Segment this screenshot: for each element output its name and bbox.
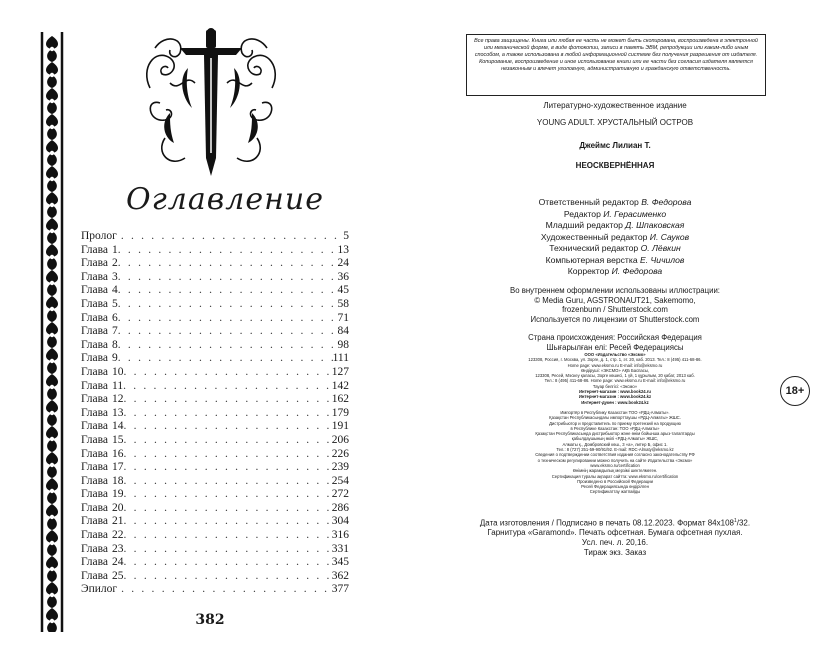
toc-entry-label: Глава [81, 447, 109, 460]
toc-entry [81, 325, 349, 339]
border-ornament-dot [50, 593, 54, 597]
page-number: 382 [195, 612, 225, 628]
distributor-line: Қазақстан Республикасында дистрибьютор және өнім бойынша арыз-талаптарды [535, 431, 695, 437]
border-ornament-dot [50, 99, 54, 103]
editorial-staff [450, 197, 780, 278]
toc-entry-number: 24 [112, 556, 124, 569]
staff-line [450, 197, 780, 209]
toc-entry-number: 3 [112, 270, 118, 283]
toc-entry-page: 111 [332, 352, 349, 365]
toc-leader-dots [123, 380, 332, 394]
toc-leader-dots [121, 230, 343, 244]
toc-entry-number: 11 [112, 379, 124, 392]
publisher-line: Тел.: 8 (495) 411-68-86. Home page: www.eksmo.ru E-mail: info@eksmo.ru [544, 378, 686, 384]
toc-entry [81, 312, 349, 326]
toc-entry [81, 407, 349, 421]
toc-entry-label: Глава [81, 270, 109, 283]
toc-entry-number: 2 [112, 257, 118, 270]
publisher-info [480, 352, 750, 405]
staff-name: И. Федорова [611, 266, 663, 276]
toc-entry [81, 284, 349, 298]
border-ornament-dot [50, 437, 54, 441]
toc-entry-page: 45 [337, 284, 349, 297]
border-ornament-dot [50, 619, 54, 623]
toc-entry-label: Эпилог [81, 583, 118, 596]
border-ornament-dot [50, 411, 54, 415]
publisher-line: Интернет-дүкен : www.book24.kz [581, 399, 649, 405]
staff-name: Е. Чичилов [640, 254, 685, 265]
toc-entry-number: 22 [112, 529, 124, 542]
distributor-line: о техническом регулировании можно получить на сайте Издательства «Эксмо» [537, 457, 693, 463]
publisher-line: Интернет-магазин : www.book24.kz [578, 394, 652, 400]
distributor-line: в Республике Казахстан: ТОО «РДЦ-Алматы» [570, 425, 660, 431]
toc-leader-dots [124, 502, 332, 516]
country-of-origin [450, 333, 780, 352]
toc-leader-dots [118, 284, 338, 298]
distributor-line: Тел.: 8 (727) 251-59-90/91/92. E-mail: RDC-Almaty@eksmo.kz [556, 447, 674, 453]
toc-entry-number: 15 [112, 433, 124, 446]
toc-leader-dots [118, 325, 338, 339]
toc-entry-number: 18 [112, 474, 124, 487]
toc-entry-page: 272 [331, 488, 349, 501]
staff-role: Редактор [563, 208, 601, 219]
border-ornament-dot [50, 541, 54, 545]
toc-entry-number: 16 [112, 447, 124, 460]
toc-entry-number: 5 [112, 297, 118, 310]
toc-entry-number: 1 [112, 243, 118, 256]
staff-role: Компьютерная верстка [545, 254, 638, 265]
toc-entry-number: 4 [112, 284, 118, 297]
toc-leader-dots [124, 515, 332, 529]
toc-entry-page: 206 [331, 433, 349, 446]
toc-entry [81, 339, 349, 353]
staff-line [450, 232, 780, 244]
toc-entry-label: Глава [81, 474, 109, 487]
border-ornament-dot [50, 281, 54, 285]
table-of-contents [81, 230, 349, 597]
toc-entry-number: 20 [112, 501, 124, 514]
border-ornament-dot [50, 73, 54, 77]
border-ornament-dot [50, 359, 54, 363]
toc-entry-label: Глава [81, 325, 109, 338]
staff-name: О. Лёвкин [640, 243, 681, 253]
toc-entry-label: Глава [81, 488, 109, 501]
toc-entry-page: 98 [337, 338, 349, 351]
toc-leader-dots [118, 352, 333, 366]
toc-entry-number: 7 [112, 325, 118, 338]
toc-entry-page: 377 [331, 583, 349, 596]
toc-entry-number: 8 [112, 338, 118, 351]
toc-entry-label: Глава [81, 515, 109, 528]
toc-entry-page: 362 [331, 569, 349, 582]
toc-entry [81, 502, 349, 516]
toc-entry-label: Глава [81, 461, 109, 474]
toc-entry-label: Глава [81, 311, 109, 324]
illustration-credit-line: Используется по лицензии от Shutterstock.com [530, 314, 700, 324]
toc-entry [81, 230, 349, 244]
toc-entry-page: 179 [331, 406, 349, 419]
distributor-line: Сертификация туралы ақпарат сайтта: www.eksmo.ru/certification [551, 473, 679, 479]
copyright-notice-box [466, 34, 766, 96]
distributor-line: www.eksmo.ru/certification [590, 462, 640, 468]
toc-leader-dots [124, 570, 332, 584]
print-sheets-line: Усл. печ. л. 20,16. [581, 538, 649, 548]
toc-entry [81, 257, 349, 271]
border-ornament-dot [50, 489, 54, 493]
toc-leader-dots [124, 393, 332, 407]
toc-entry-number: 21 [112, 515, 124, 528]
ornamental-border [40, 32, 64, 632]
toc-entry-label: Глава [81, 297, 109, 310]
distributor-line: Алматы қ., Домбровский көш., 3 «а», литер Б, офис 1. [562, 441, 668, 447]
illustration-credits [450, 286, 780, 324]
border-ornament-dot [50, 567, 54, 571]
staff-name: И. Сауков [649, 231, 690, 242]
border-ornament-dot [50, 463, 54, 467]
staff-line [450, 209, 780, 221]
toc-entry-label: Глава [81, 433, 109, 446]
toc-entry [81, 366, 349, 380]
toc-entry-number: 12 [112, 393, 124, 406]
toc-entry [81, 271, 349, 285]
toc-entry-label: Глава [81, 352, 109, 365]
toc-entry-page: 24 [337, 257, 349, 270]
toc-entry-label: Глава [81, 257, 109, 270]
staff-role: Младший редактор [545, 220, 623, 230]
print-paper-line: Гарнитура «Garamond». Печать офсетная. Бумага офсетная пухлая. [487, 528, 743, 538]
toc-entry-page: 58 [337, 297, 349, 310]
toc-entry-label: Глава [81, 501, 109, 514]
distributor-line: Сертификаттау жатпайды [589, 489, 641, 495]
toc-entry-page: 191 [331, 420, 349, 433]
distributor-line: Сведения о подтверждении соответствия издания согласно законодательству РФ [535, 452, 695, 458]
rights-notice-text: Все права защищены. Книга или любая ее часть не может быть скопирована, воспроизведена в электронной или механической форме, в виде фотокопии, записи в память ЭВМ, репродукции или каким-либо иным способом, а также использована в любой информационной системе без получения разрешения от издателя. Копирование, воспроизведение и иное использование книги или ее части без согласия издателя является незаконным и влечет уголовную, административную и гражданскую ответственность. [474, 38, 758, 72]
toc-entry [81, 570, 349, 584]
toc-leader-dots [118, 339, 338, 353]
origin-line: Страна происхождения: Российская Федерация [528, 333, 702, 342]
toc-leader-dots [118, 257, 338, 271]
border-ornament-dot [50, 515, 54, 519]
staff-role: Корректор [567, 266, 610, 276]
publisher-line: 123308, Россия, г. Москва, ул. Зорге, д. 1, стр. 1, эт. 20, каб. 2013. Тел.: 8 (495) 411-68-86. [528, 357, 702, 363]
staff-line [450, 266, 780, 278]
toc-entry [81, 543, 349, 557]
toc-entry-number: 19 [112, 488, 124, 501]
toc-entry-label: Глава [81, 379, 109, 392]
staff-line [450, 220, 780, 232]
toc-leader-dots [124, 543, 332, 557]
border-ornament-dot [50, 203, 54, 207]
toc-leader-dots [124, 448, 332, 462]
staff-line [450, 255, 780, 267]
border-ornament-dot [50, 333, 54, 337]
illustration-credit-line: frozenbunn / Shutterstock.com [562, 305, 668, 315]
toc-entry-label: Глава [81, 243, 109, 256]
distributor-line: қабылдаушының өкілі «РДЦ-Алматы» ЖШС, [571, 436, 659, 442]
toc-entry-page: 5 [343, 230, 349, 242]
border-ornament-dot [50, 307, 54, 311]
toc-entry-number: 10 [112, 365, 124, 378]
toc-entry-number: 6 [112, 311, 118, 324]
distributor-line: Өнімнің жарамдылық мерзімі шектелмеген. [572, 468, 658, 474]
publication-type: Литературно-художественное издание [543, 101, 687, 110]
toc-entry-page: 13 [337, 243, 349, 256]
publisher-line: Home page: www.eksmo.ru E-mail: info@eksmo.ru [567, 362, 663, 368]
toc-leader-dots [118, 312, 338, 326]
toc-entry [81, 488, 349, 502]
toc-leader-dots [118, 271, 338, 285]
toc-leader-dots [124, 475, 332, 489]
toc-entry-label: Глава [81, 406, 109, 419]
toc-entry [81, 556, 349, 570]
border-ornament-dot [50, 255, 54, 259]
book-title: НЕОСКВЕРНЁННАЯ [575, 161, 655, 170]
toc-entry-page: 142 [331, 379, 349, 392]
toc-entry-label: Глава [81, 338, 109, 351]
border-ornament-dot [50, 385, 54, 389]
toc-leader-dots [124, 461, 332, 475]
border-ornament-dot [50, 177, 54, 181]
toc-leader-dots [118, 298, 338, 312]
staff-name: В. Федорова [641, 197, 692, 207]
toc-entry [81, 583, 349, 597]
toc-entry-page: 162 [331, 393, 349, 406]
border-ornament-dot [50, 151, 54, 155]
toc-entry-page: 71 [337, 311, 349, 324]
series-name: YOUNG ADULT. ХРУСТАЛЬНЫЙ ОСТРОВ [536, 118, 694, 127]
print-circulation-line: Тираж экз. Заказ [583, 548, 647, 558]
staff-role: Художественный редактор [540, 231, 648, 242]
border-ornament-dot [50, 229, 54, 233]
origin-line: Шығарылған елі: Ресей Федерациясы [546, 342, 684, 352]
age-rating-badge: 18+ [780, 376, 810, 406]
toc-entry-page: 254 [331, 474, 349, 487]
distributor-line: Қазақстан Республикасындағы импорттаушы «РДЦ-Алматы» ЖШС. [549, 415, 681, 421]
print-date-line: Дата изготовления / Подписано в печать 08.12.2023. Формат $84x108^1/32$. [479, 518, 751, 528]
toc-entry [81, 475, 349, 489]
toc-entry-number: 14 [112, 420, 124, 433]
toc-entry [81, 448, 349, 462]
toc-entry-label: Глава [81, 529, 109, 542]
toc-entry-number: 13 [112, 406, 124, 419]
print-info [450, 517, 780, 558]
staff-name: И. Герасименко [603, 208, 667, 219]
toc-entry-label: Глава [81, 284, 109, 297]
illustration-credit-line: Во внутреннем оформлении использованы иллюстрации: [510, 286, 720, 295]
toc-entry-page: 286 [331, 501, 349, 514]
toc-entry-number: 23 [112, 542, 124, 555]
toc-entry [81, 380, 349, 394]
toc-entry-page: 331 [331, 542, 349, 555]
right-page [410, 0, 820, 661]
illustration-credit-line: © Media Guru, AGSTRONAUT21, Sakemomo, [534, 295, 696, 305]
toc-entry [81, 352, 349, 366]
toc-entry-page: 316 [331, 529, 349, 542]
publisher-line: ООО «Издательство «Эксмо» [584, 352, 646, 357]
toc-leader-dots [124, 488, 332, 502]
toc-entry-page: 345 [331, 556, 349, 569]
toc-entry [81, 244, 349, 258]
toc-leader-dots [124, 556, 332, 570]
toc-entry-label: Глава [81, 393, 109, 406]
staff-role: Технический редактор [549, 243, 639, 253]
distributor-line: Ресей Федерациясында өндірілген [581, 484, 649, 490]
toc-entry-page: 36 [337, 270, 349, 283]
publisher-line: Интернет-магазин : www.book24.ru [579, 389, 651, 395]
toc-entry-label: Пролог [81, 230, 117, 242]
distributor-line: Импортёр в Республику Казахстан ТОО «РДЦ-Алматы». [560, 410, 670, 415]
author-name: Джеймс Лилиан Т. [579, 141, 651, 150]
toc-entry-number: 25 [112, 569, 124, 582]
distributor-line: Произведено в Российской Федерации [577, 478, 653, 484]
distributor-line: Дистрибьютор и представитель по приему претензий на продукцию [549, 420, 681, 426]
toc-leader-dots [118, 244, 338, 258]
toc-entry [81, 461, 349, 475]
toc-entry-label: Глава [81, 556, 109, 569]
publisher-line: Өндіруші: «ЭКСМО» АҚБ Баспасы, [580, 367, 650, 373]
toc-leader-dots [124, 420, 332, 434]
toc-entry [81, 393, 349, 407]
border-ornament-dot [50, 125, 54, 129]
toc-entry-label: Глава [81, 365, 109, 378]
toc-entry [81, 298, 349, 312]
dagger-emblem-icon [140, 28, 282, 178]
staff-role: Ответственный редактор [538, 197, 639, 207]
toc-entry [81, 529, 349, 543]
toc-entry-page: 239 [331, 461, 349, 474]
toc-entry-page: 84 [337, 325, 349, 338]
distributor-info [480, 410, 750, 495]
toc-leader-dots [124, 434, 332, 448]
border-ornament-dot [50, 47, 54, 51]
toc-entry [81, 515, 349, 529]
toc-entry-page: 304 [331, 515, 349, 528]
toc-entry-number: 9 [112, 352, 118, 365]
toc-entry [81, 434, 349, 448]
toc-entry-label: Глава [81, 569, 109, 582]
toc-title: Оглавление [126, 182, 324, 217]
toc-entry-label: Глава [81, 542, 109, 555]
publisher-line: 123308, Ресей, Мәскеу қаласы, Зорге көшесі, 1 үй, 1 құрылым, 20 қабат, 2013 каб. [535, 373, 695, 379]
toc-entry [81, 420, 349, 434]
staff-name: Д. Шпаковская [625, 220, 685, 230]
toc-leader-dots [124, 529, 332, 543]
toc-leader-dots [124, 407, 332, 421]
toc-entry-page: 226 [331, 447, 349, 460]
staff-line [450, 243, 780, 255]
publisher-line: Тауар белгісі: «Эксмо» [592, 383, 638, 389]
toc-entry-label: Глава [81, 420, 109, 433]
toc-leader-dots [121, 583, 332, 597]
toc-entry-page: 127 [331, 365, 349, 378]
toc-leader-dots [124, 366, 332, 380]
toc-entry-number: 17 [112, 461, 124, 474]
